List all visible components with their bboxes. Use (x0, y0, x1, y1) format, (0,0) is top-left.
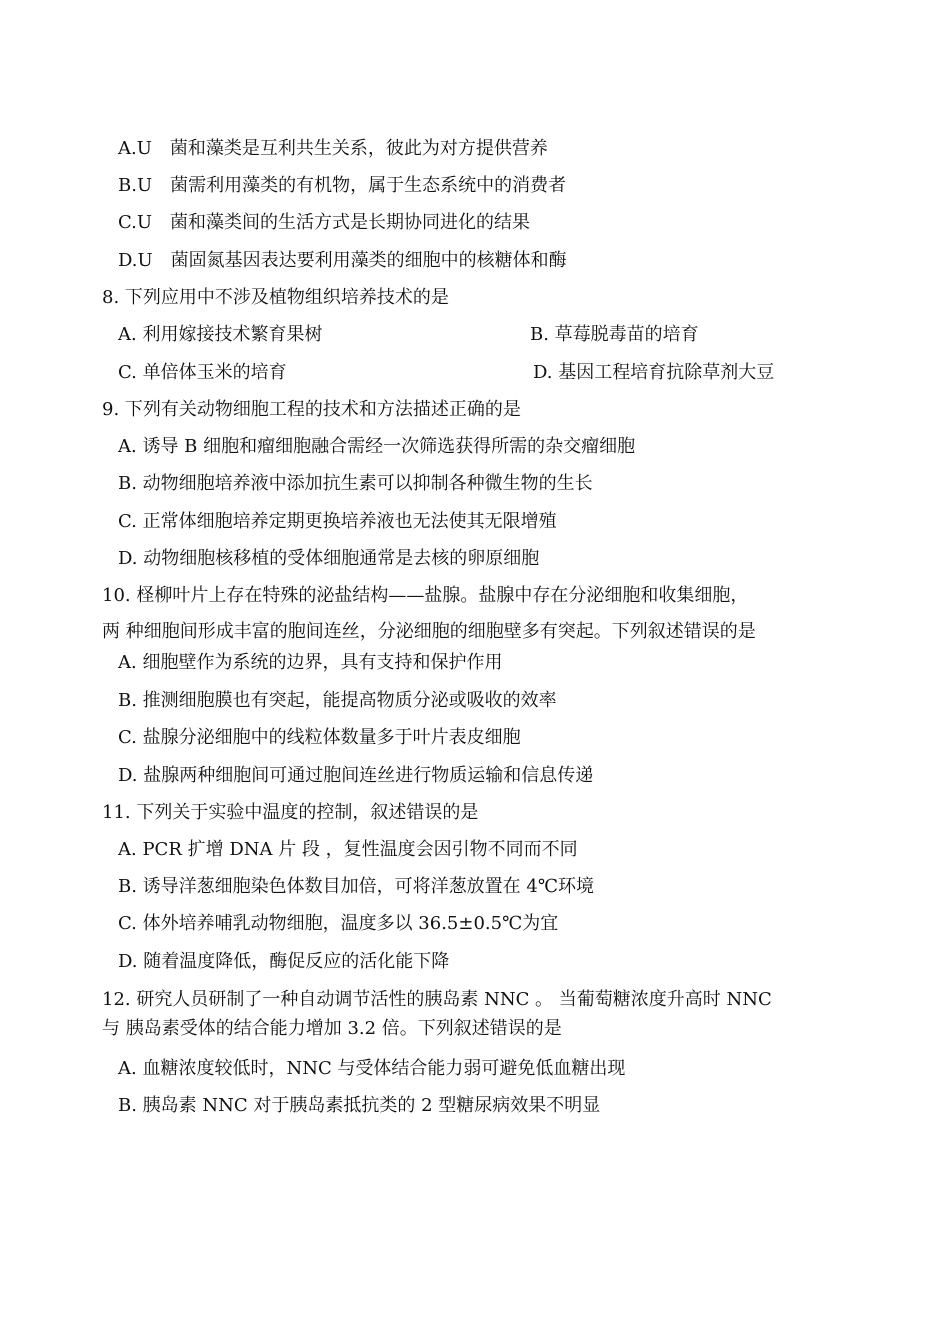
q12-stem-line1: 12. 研究人员研制了一种自动调节活性的胰岛素 NNC 。 当葡萄糖浓度升高时 NNC (102, 989, 772, 1010)
q7-option-c: C.U 菌和藻类间的生活方式是长期协同进化的结果 (118, 212, 531, 233)
q9-option-c: C. 正常体细胞培养定期更换培养液也无法使其无限增殖 (118, 511, 557, 532)
q12-stem-line2: 与 胰岛素受体的结合能力增加 3.2 倍。下列叙述错误的是 (102, 1018, 562, 1039)
q7-option-b: B.U 菌需利用藻类的有机物，属于生态系统中的消费者 (118, 175, 567, 196)
q11-stem: 11. 下列关于实验中温度的控制，叙述错误的是 (102, 802, 479, 823)
q10-stem-line2: 两 种细胞间形成丰富的胞间连丝，分泌细胞的细胞壁多有突起。下列叙述错误的是 (102, 621, 756, 642)
q12-option-b: B. 胰岛素 NNC 对于胰岛素抵抗类的 2 型糖尿病效果不明显 (118, 1095, 601, 1116)
q8-stem: 8. 下列应用中不涉及植物组织培养技术的是 (102, 287, 449, 308)
q8-option-b: B. 草莓脱毒苗的培育 (530, 324, 699, 345)
q8-option-a: A. 利用嫁接技术繁育果树 (118, 324, 323, 345)
q11-option-c: C. 体外培养哺乳动物细胞，温度多以 36.5±0.5℃为宜 (118, 913, 559, 934)
q10-option-a: A. 细胞壁作为系统的边界，具有支持和保护作用 (118, 652, 503, 673)
q11-option-b: B. 诱导洋葱细胞染色体数目加倍，可将洋葱放置在 4℃环境 (118, 876, 594, 897)
q9-option-a: A. 诱导 B 细胞和瘤细胞融合需经一次筛选获得所需的杂交瘤细胞 (118, 436, 636, 457)
q8-option-d: D. 基因工程培育抗除草剂大豆 (533, 362, 775, 383)
q11-option-a: A. PCR 扩增 DNA 片 段 ，复性温度会因引物不同而不同 (118, 839, 578, 860)
q9-stem: 9. 下列有关动物细胞工程的技术和方法描述正确的是 (102, 399, 521, 420)
q9-option-d: D. 动物细胞核移植的受体细胞通常是去核的卵原细胞 (118, 548, 540, 569)
q10-stem-line1: 10. 柽柳叶片上存在特殊的泌盐结构——盐腺。盐腺中存在分泌细胞和收集细胞， (102, 585, 749, 606)
q11-option-d: D. 随着温度降低，酶促反应的活化能下降 (118, 951, 450, 972)
q7-option-a: A.U 菌和藻类是互利共生关系，彼此为对方提供营养 (118, 138, 548, 159)
q10-option-b: B. 推测细胞膜也有突起，能提高物质分泌或吸收的效率 (118, 690, 557, 711)
q10-option-c: C. 盐腺分泌细胞中的线粒体数量多于叶片表皮细胞 (118, 727, 521, 748)
q7-option-d: D.U 菌固氮基因表达要利用藻类的细胞中的核糖体和酶 (118, 250, 567, 271)
q12-option-a: A. 血糖浓度较低时，NNC 与受体结合能力弱可避免低血糖出现 (118, 1058, 626, 1079)
q9-option-b: B. 动物细胞培养液中添加抗生素可以抑制各种微生物的生长 (118, 473, 593, 494)
q10-option-d: D. 盐腺两种细胞间可通过胞间连丝进行物质运输和信息传递 (118, 765, 594, 786)
q8-option-c: C. 单倍体玉米的培育 (118, 362, 287, 383)
